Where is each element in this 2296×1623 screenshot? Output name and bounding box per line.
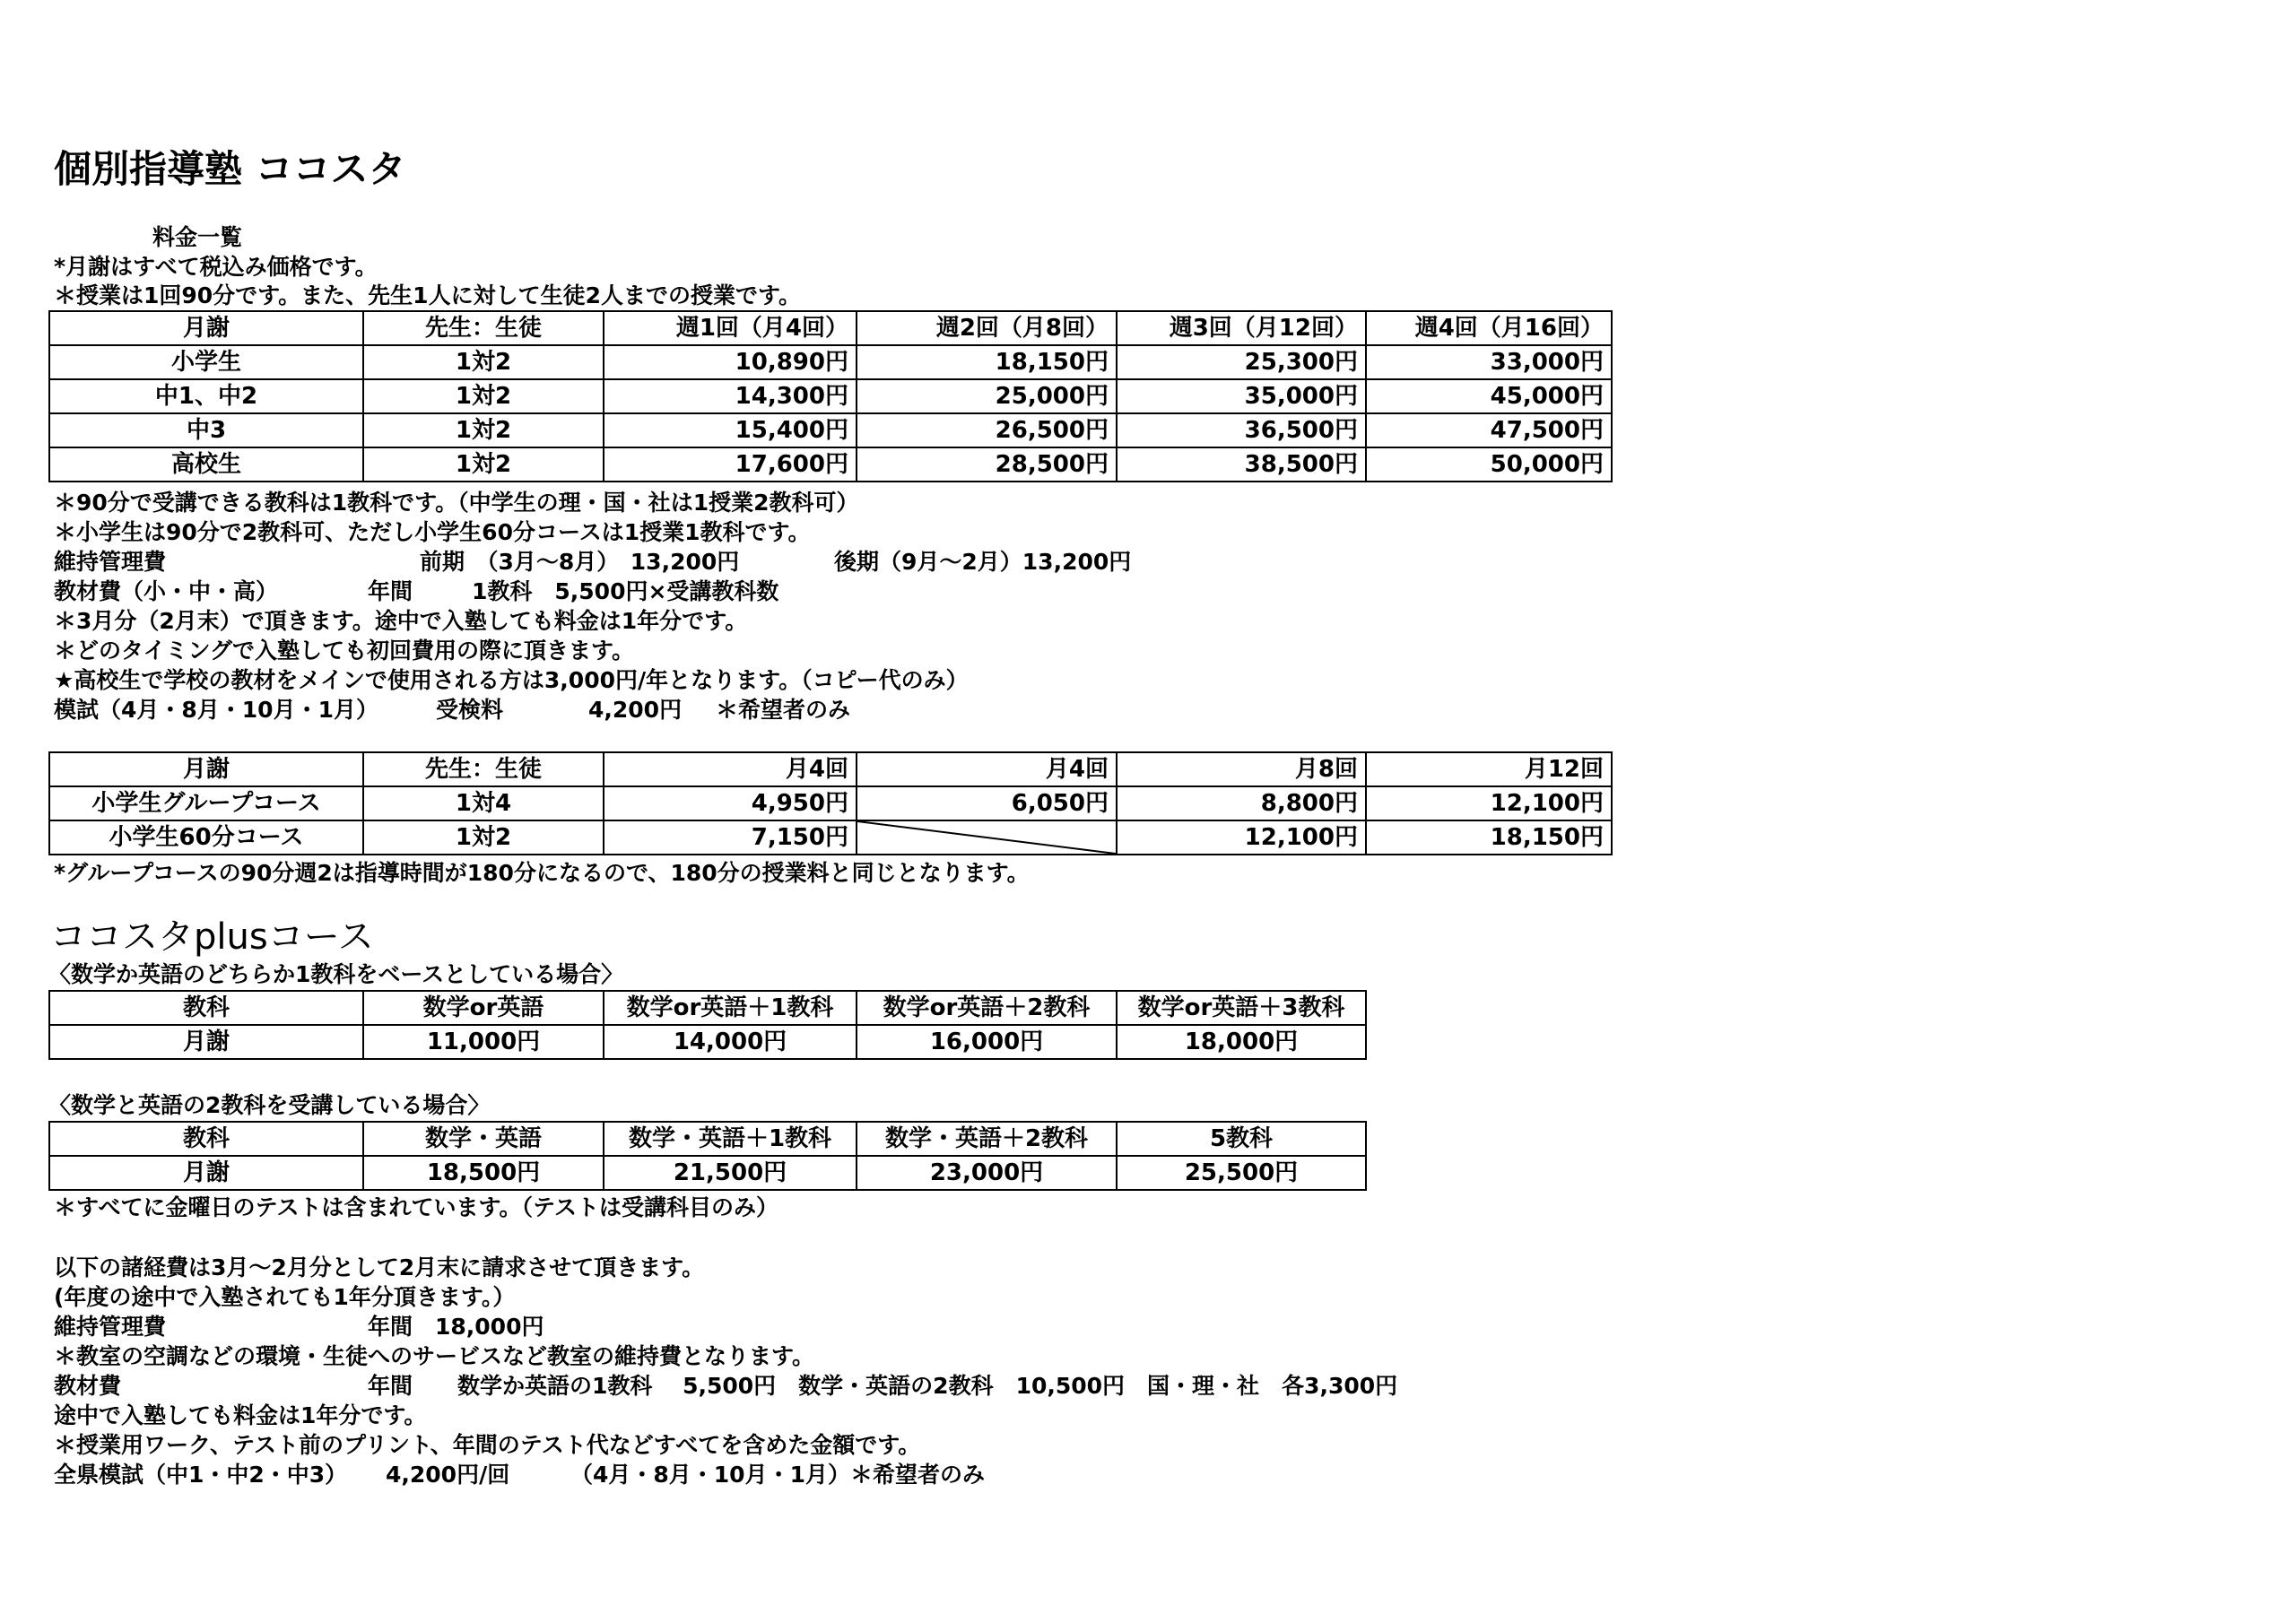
prefecture-mock-fee: 4,200円/回 bbox=[386, 1462, 510, 1488]
course-fee-table bbox=[48, 751, 1613, 855]
table-cell: 6,050円 bbox=[857, 786, 1117, 820]
plus-materials-value: 年間 数学か英語の1教科 5,500円 数学・英語の2教科 10,500円 国・理・社 各3,300円 bbox=[368, 1373, 1398, 1399]
plus-materials-label: 教材費 bbox=[54, 1373, 122, 1399]
table-cell: 25,300円 bbox=[1117, 345, 1366, 379]
header-cell: 数学・英語 bbox=[363, 1122, 604, 1156]
table-cell: 18,000円 bbox=[1117, 1025, 1366, 1059]
table-cell: 45,000円 bbox=[1366, 379, 1612, 413]
monthly-fee-table bbox=[48, 310, 1613, 482]
table-cell: 小学生60分コース bbox=[49, 820, 363, 855]
table-row bbox=[49, 413, 1612, 447]
table-cell: 38,500円 bbox=[1117, 447, 1366, 482]
table-row bbox=[49, 447, 1612, 482]
header-cell: 数学・英語＋1教科 bbox=[604, 1122, 857, 1156]
table-cell: 23,000円 bbox=[857, 1156, 1117, 1190]
table-cell: 47,500円 bbox=[1366, 413, 1612, 447]
plus-course-title: ココスタplusコース bbox=[50, 916, 374, 958]
subject-note: ＊90分で受講できる教科は1教科です。（中学生の理・国・社は1授業2教科可） bbox=[54, 490, 859, 516]
plus-maintenance-value: 年間 18,000円 bbox=[368, 1314, 544, 1340]
table-cell: 25,000円 bbox=[857, 379, 1117, 413]
high-school-note: ★高校生で学校の教材をメインで使用される方は3,000円/年となります。（コピー代のみ） bbox=[54, 667, 969, 693]
table-cell: 4,950円 bbox=[604, 786, 857, 820]
table-cell: 18,150円 bbox=[1366, 820, 1612, 855]
table-row bbox=[49, 1156, 1366, 1190]
plus-two-subject-table bbox=[48, 1121, 1367, 1191]
table-cell: 中3 bbox=[49, 413, 363, 447]
plus-maintenance-label: 維持管理費 bbox=[54, 1314, 167, 1340]
mock-exam-note: ＊希望者のみ bbox=[716, 697, 851, 723]
table-cell: 18,150円 bbox=[857, 345, 1117, 379]
fees-intro: 以下の諸経費は3月～2月分として2月末に請求させて頂きます。 bbox=[54, 1254, 705, 1280]
maintenance-second-half: 後期（9月～2月）13,200円 bbox=[834, 549, 1132, 575]
table-cell: 14,300円 bbox=[604, 379, 857, 413]
table-row bbox=[49, 345, 1612, 379]
table-cell: 17,600円 bbox=[604, 447, 857, 482]
table-cell: 1対2 bbox=[363, 379, 604, 413]
maintenance-first-half: 前期 （3月～8月） 13,200円 bbox=[420, 549, 740, 575]
header-cell: 週1回（月4回） bbox=[604, 311, 857, 345]
elementary-note: ＊小学生は90分で2教科可、ただし小学生60分コースは1授業1教科です。 bbox=[54, 519, 811, 545]
mock-exam-fee: 4,200円 bbox=[588, 697, 683, 723]
prefecture-mock-label: 全県模試（中1・中2・中3） bbox=[54, 1462, 348, 1488]
table-cell: 高校生 bbox=[49, 447, 363, 482]
header-cell: 5教科 bbox=[1117, 1122, 1366, 1156]
header-cell: 数学or英語＋2教科 bbox=[857, 991, 1117, 1025]
header-cell: 数学・英語＋2教科 bbox=[857, 1122, 1117, 1156]
friday-test-note: ＊すべてに金曜日のテストは含まれています。（テストは受講科目のみ） bbox=[54, 1194, 779, 1220]
header-cell: 数学or英語 bbox=[363, 991, 604, 1025]
table-cell: 12,100円 bbox=[1366, 786, 1612, 820]
plus-maintenance-note: ＊教室の空調などの環境・生徒へのサービスなど教室の維持費となります。 bbox=[54, 1343, 815, 1369]
table-cell: 12,100円 bbox=[1117, 820, 1366, 855]
mock-exam-label: 模試（4月・8月・10月・1月） bbox=[54, 697, 378, 723]
table-cell: 15,400円 bbox=[604, 413, 857, 447]
table-cell: 50,000円 bbox=[1366, 447, 1612, 482]
header-cell: 月8回 bbox=[1117, 752, 1366, 786]
plus-single-subject-table bbox=[48, 990, 1367, 1060]
table-row bbox=[49, 786, 1612, 820]
header-cell: 先生：生徒 bbox=[363, 311, 604, 345]
fees-intro-sub: (年度の途中で入塾されても1年分頂きます。） bbox=[54, 1284, 516, 1310]
header-cell: 週3回（月12回） bbox=[1117, 311, 1366, 345]
header-cell: 月謝 bbox=[49, 752, 363, 786]
table-row bbox=[49, 820, 1612, 855]
fee-list-heading: 料金一覧 bbox=[152, 224, 243, 250]
header-cell: 週2回（月8回） bbox=[857, 311, 1117, 345]
table-cell: 21,500円 bbox=[604, 1156, 857, 1190]
table-cell: 35,000円 bbox=[1117, 379, 1366, 413]
table-cell: 25,500円 bbox=[1117, 1156, 1366, 1190]
materials-label: 教材費（小・中・高） bbox=[54, 578, 279, 604]
materials-detail: 1教科 5,500円×受講教科数 bbox=[472, 578, 779, 604]
table-row bbox=[49, 1025, 1366, 1059]
header-cell: 数学or英語＋3教科 bbox=[1117, 991, 1366, 1025]
table-cell: 8,800円 bbox=[1117, 786, 1366, 820]
page-title: 個別指導塾 ココスタ bbox=[54, 147, 406, 191]
table-cell: 10,890円 bbox=[604, 345, 857, 379]
table-header-row bbox=[49, 752, 1612, 786]
payment-timing-note: ＊3月分（2月末）で頂きます。途中で入塾しても料金は1年分です。 bbox=[54, 608, 748, 634]
maintenance-label: 維持管理費 bbox=[54, 549, 167, 575]
table-header-row bbox=[49, 1122, 1366, 1156]
header-cell: 教科 bbox=[49, 1122, 363, 1156]
table-cell: 36,500円 bbox=[1117, 413, 1366, 447]
table-cell: 33,000円 bbox=[1366, 345, 1612, 379]
prefecture-mock-schedule: （4月・8月・10月・1月）＊希望者のみ bbox=[570, 1462, 985, 1488]
initial-fee-note: ＊どのタイミングで入塾しても初回費用の際に頂きます。 bbox=[54, 638, 635, 664]
header-cell: 週4回（月16回） bbox=[1366, 311, 1612, 345]
header-cell: 数学or英語＋1教科 bbox=[604, 991, 857, 1025]
table-cell: 1対2 bbox=[363, 820, 604, 855]
plus-two-subject-heading: 〈数学と英語の2教科を受講している場合〉 bbox=[48, 1092, 491, 1118]
table-cell: 1対2 bbox=[363, 413, 604, 447]
diagonal-slash bbox=[857, 821, 1116, 854]
header-cell: 教科 bbox=[49, 991, 363, 1025]
table-cell: 1対4 bbox=[363, 786, 604, 820]
table-cell: 1対2 bbox=[363, 447, 604, 482]
mock-exam-fee-label: 受検料 bbox=[436, 697, 504, 723]
table-cell: 1対2 bbox=[363, 345, 604, 379]
table-cell: 16,000円 bbox=[857, 1025, 1117, 1059]
header-cell: 月4回 bbox=[604, 752, 857, 786]
class-note: ＊授業は1回90分です。また、先生1人に対して生徒2人までの授業です。 bbox=[54, 282, 801, 308]
header-cell: 月4回 bbox=[857, 752, 1117, 786]
not-applicable-cell bbox=[857, 820, 1117, 855]
table-cell: 11,000円 bbox=[363, 1025, 604, 1059]
table-cell: 月謝 bbox=[49, 1156, 363, 1190]
table-cell: 28,500円 bbox=[857, 447, 1117, 482]
header-cell: 先生：生徒 bbox=[363, 752, 604, 786]
table-cell: 26,500円 bbox=[857, 413, 1117, 447]
table-header-row bbox=[49, 991, 1366, 1025]
plus-single-subject-heading: 〈数学か英語のどちらか1教科をベースとしている場合〉 bbox=[48, 961, 624, 987]
header-cell: 月謝 bbox=[49, 311, 363, 345]
table-cell: 中1、中2 bbox=[49, 379, 363, 413]
table-cell: 14,000円 bbox=[604, 1025, 857, 1059]
table-cell: 小学生グループコース bbox=[49, 786, 363, 820]
plus-materials-detail-note: ＊授業用ワーク、テスト前のプリント、年間のテスト代などすべてを含めた金額です。 bbox=[54, 1432, 921, 1458]
table-cell: 18,500円 bbox=[363, 1156, 604, 1190]
table-cell: 小学生 bbox=[49, 345, 363, 379]
table-row bbox=[49, 379, 1612, 413]
group-course-note: *グループコースの90分週2は指導時間が180分になるので、180分の授業料と同じとなります。 bbox=[54, 860, 1030, 886]
tax-note: *月謝はすべて税込み価格です。 bbox=[54, 254, 378, 280]
plus-materials-note: 途中で入塾しても料金は1年分です。 bbox=[54, 1402, 427, 1428]
header-cell: 月12回 bbox=[1366, 752, 1612, 786]
table-cell: 7,150円 bbox=[604, 820, 857, 855]
materials-year: 年間 bbox=[368, 578, 413, 604]
table-header-row bbox=[49, 311, 1612, 345]
table-cell: 月謝 bbox=[49, 1025, 363, 1059]
